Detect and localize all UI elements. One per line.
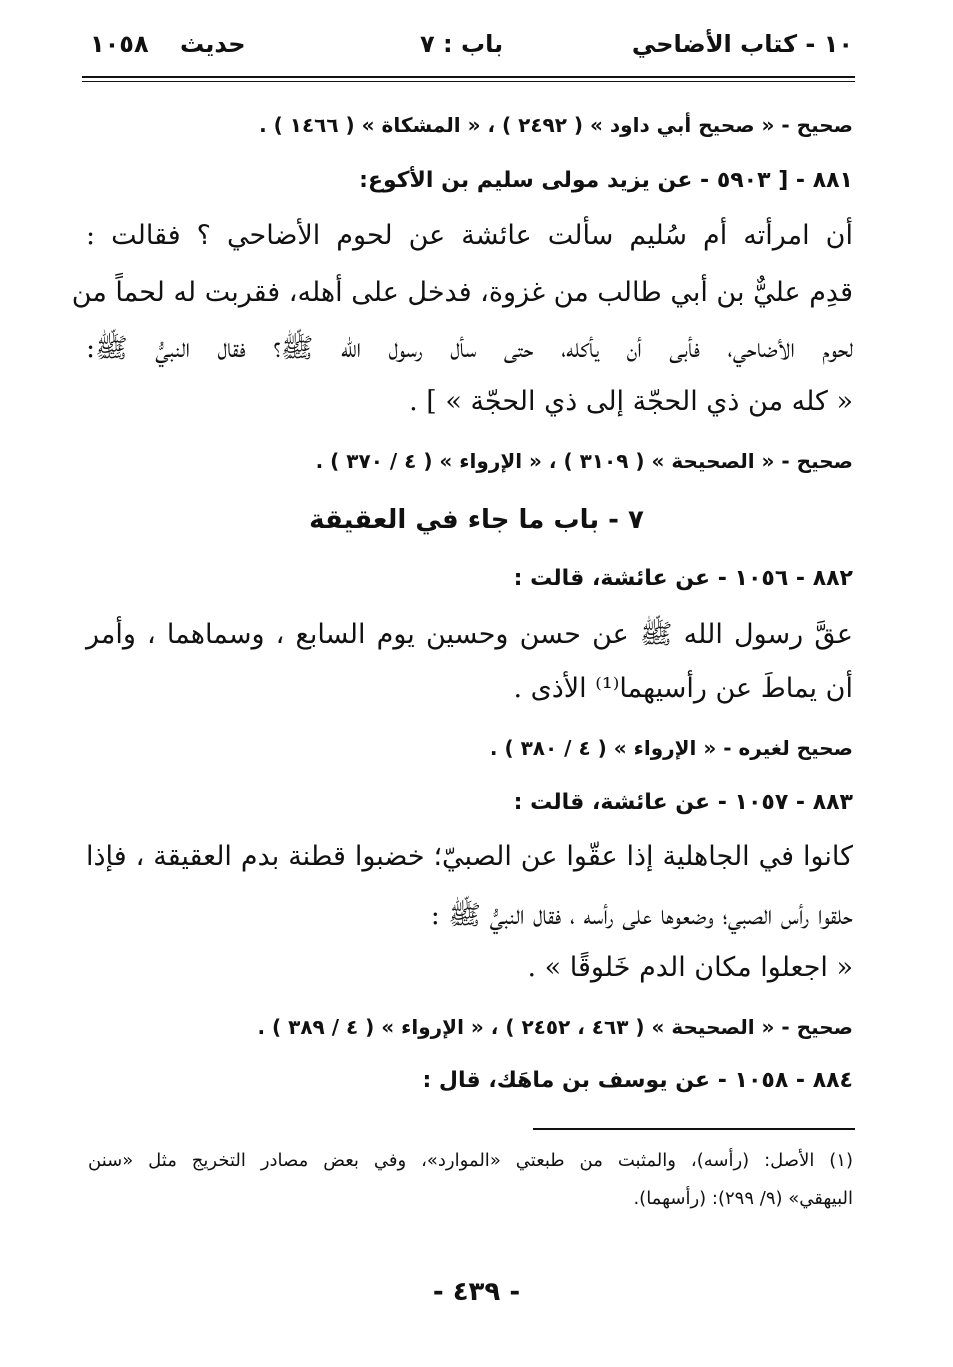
grading-line: صحيح لغيره - « الإرواء » ( ٤ / ٣٨٠ ) . — [489, 736, 853, 760]
hadith-intro: ٨٨٢ - ١٠٥٦ - عن عائشة، قالت : — [513, 566, 853, 591]
text-line: حلقوا رأس الصبي؛ وضعوها على رأسه ، فقال النبيُّ ﷺ : — [430, 900, 853, 931]
chapter-title: ١٠ - كتاب الأضاحي — [631, 30, 853, 58]
header-rule-thick — [82, 76, 855, 78]
footnote-line: البيهقي» (٩/ ٢٩٩): (رأسهما). — [633, 1188, 853, 1209]
text-line: أن امرأته أم سُليم سألت عائشة عن لحوم الأضاحي ؟ فقالت : — [86, 220, 853, 251]
hadith-intro: ٨٨٤ - ١٠٥٨ - عن يوسف بن ماهَك، قال : — [422, 1068, 853, 1093]
hadith-label: حديث — [180, 30, 246, 58]
footnote-rule — [533, 1128, 855, 1130]
running-header — [80, 30, 853, 74]
page-number: - ٤٣٩ - — [432, 1277, 521, 1307]
grading-line: صحيح - « صحيح أبي داود » ( ٢٤٩٢ ) ، « المشكاة » ( ١٤٦٦ ) . — [259, 113, 853, 137]
bab-label: باب : ٧ — [420, 30, 504, 58]
text-line: كانوا في الجاهلية إذا عقّوا عن الصبيّ؛ خضبوا قطنة بدم العقيقة ، فإذا — [86, 841, 853, 872]
text-line: لحوم الأضاحي، فأبى أن يأكله، حتى سأل رسول الله ﷺ؟ فقال النبيُّ ﷺ: — [86, 333, 853, 364]
header-rule-thin — [82, 81, 855, 82]
grading-line: صحيح - « الصحيحة » ( ٣١٠٩ ) ، « الإرواء » ( ٤ / ٣٧٠ ) . — [315, 449, 853, 473]
footnote-line: (١) الأصل: (رأسه)، والمثبت من طبعتي «الموارد»، وفي بعض مصادر التخريج مثل «سنن — [88, 1150, 853, 1171]
section-heading: ٧ - باب ما جاء في العقيقة — [309, 505, 644, 535]
text-line: « اجعلوا مكان الدم خَلوقًا » . — [527, 952, 853, 983]
hadith-intro: ٨٨٣ - ١٠٥٧ - عن عائشة، قالت : — [513, 790, 853, 815]
hadith-intro: ٨٨١ - [ ٥٩٠٣ - عن يزيد مولى سليم بن الأكوع: — [359, 168, 853, 193]
text-line: أن يماطَ عن رأسيهما⁽¹⁾ الأذى . — [513, 673, 853, 704]
text-line: قدِم عليٌّ بن أبي طالب من غزوة، فدخل على أهله، فقربت له لحماً من — [71, 277, 853, 308]
text-line: عقَّ رسول الله ﷺ عن حسن وحسين يوم السابع ، وسماهما ، وأمر — [86, 619, 853, 650]
text-line: « كله من ذي الحجّة إلى ذي الحجّة » ] . — [409, 386, 853, 417]
hadith-number: ١٠٥٨ — [90, 30, 149, 58]
grading-line: صحيح - « الصحيحة » ( ٤٦٣ ، ٢٤٥٢ ) ، « الإرواء » ( ٤ / ٣٨٩ ) . — [257, 1015, 853, 1039]
